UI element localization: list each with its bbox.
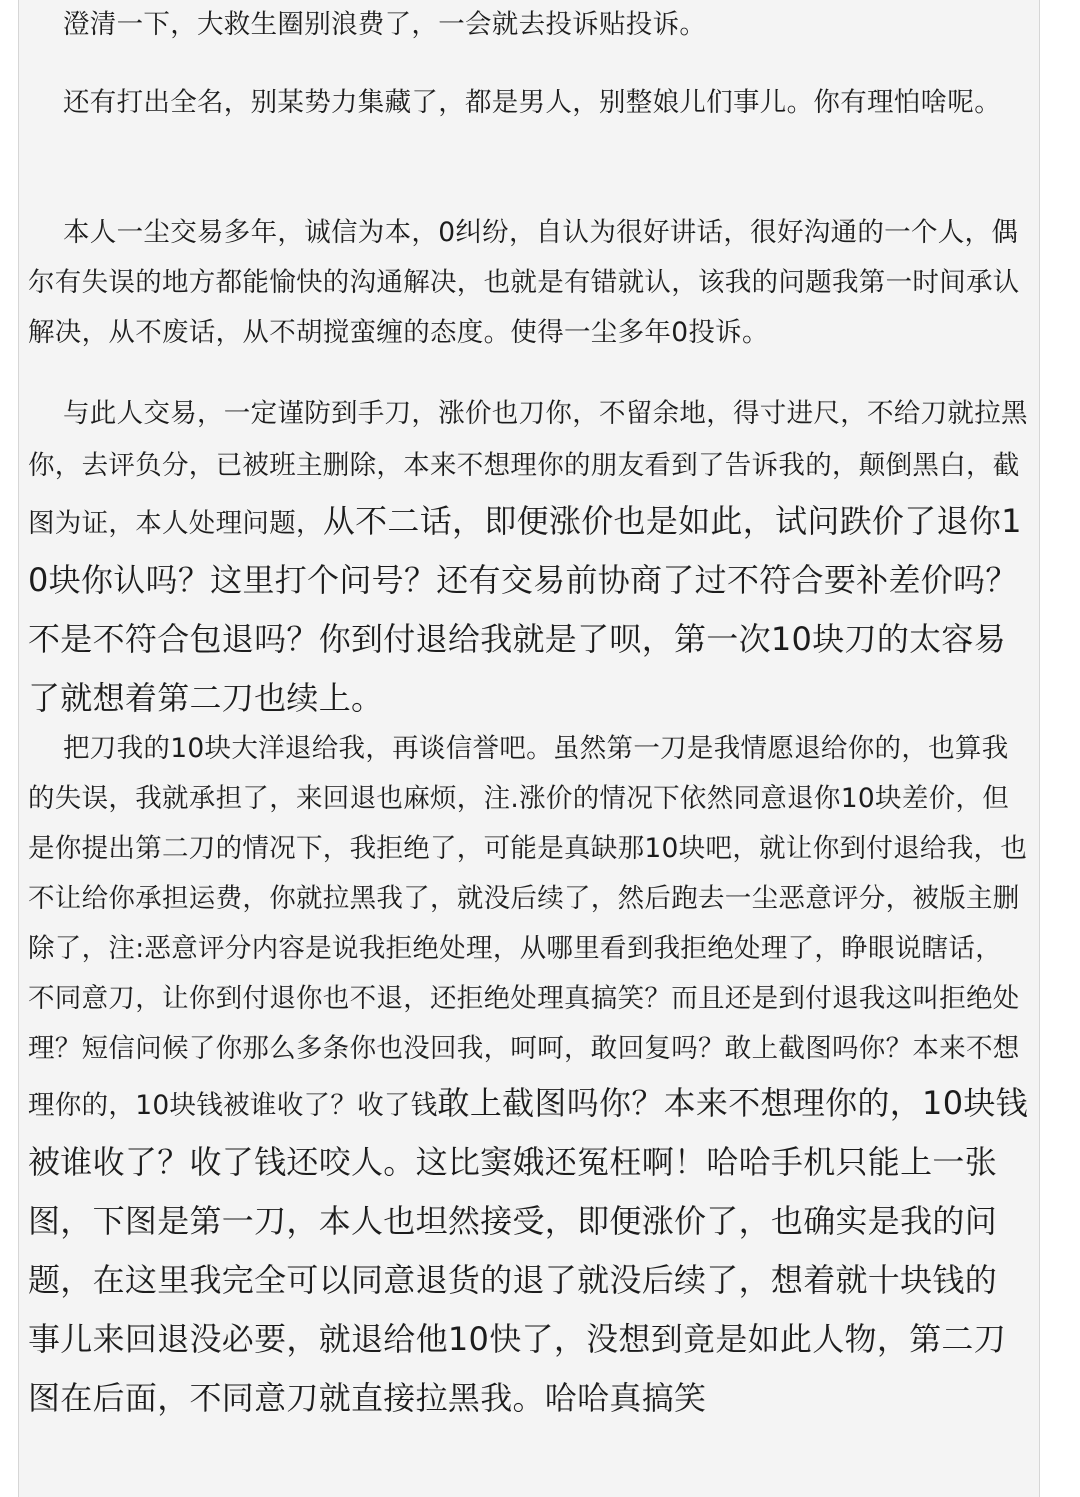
paragraph-clarification <box>28 0 1028 50</box>
paragraph-text: 还有打出全名，别某势力集藏了，都是男人，别整娘儿们事儿。你有理怕啥呢。 <box>63 87 1001 118</box>
paragraph-warning <box>28 388 1028 728</box>
paragraph-text-large: 从不二话，即便涨价也是如此，试问跌价了退你10块你认吗？这里打个问号？还有交易前协商了过不符合要补差价吗？不是不符合包退吗？你到付退给我就是了呗，第一次10块刀的太容易了就想着第二刀也续上。 <box>28 502 1022 717</box>
paragraph-full-name <box>28 78 1028 128</box>
post-body <box>18 0 1040 1497</box>
paragraph-text: 本人一尘交易多年，诚信为本，0纠纷，自认为很好讲话，很好沟通的一个人，偶尔有失误的地方都能愉快的沟通解决，也就是有错就认，该我的问题我第一时间承认解决，从不废话，从不胡搅蛮缠的态度。使得一尘多年0投诉。 <box>28 217 1020 348</box>
paragraph-self-introduction <box>28 208 1028 358</box>
paragraph-text: 澄清一下，大救生圈别浪费了，一会就去投诉贴投诉。 <box>63 9 707 40</box>
paragraph-text-large: 敢上截图吗你？本来不想理你的，10块钱被谁收了？收了钱还咬人。这比窦娥还冤枉啊！哈哈手机只能上一张图，下图是第一刀，本人也坦然接受，即便涨价了，也确实是我的问题，在这里我完全可以同意退货的退了就没后续了，想着就十块钱的事儿来回退没必要，就退给他10快了，没想到竟是如此人物，第二刀图在后面，不同意刀就直接拉黑我。哈哈真搞笑 <box>28 1084 1028 1417</box>
paragraph-refund-story <box>28 724 1028 1428</box>
paragraph-text-small: 把刀我的10块大洋退给我，再谈信誉吧。虽然第一刀是我情愿退给你的，也算我的失误，我就承担了，来回退也麻烦，注.涨价的情况下依然同意退你10块差价，但是你提出第二刀的情况下，我拒绝了，可能是真缺那10块吧，就让你到付退给我，也不让给你承担运费，你就拉黑我了，就没后续了，然后跑去一尘恶意评分，被版主删除了，注:恶意评分内容是说我拒绝处理，从哪里看到我拒绝处理了，睁眼说瞎话，不同意刀，让你到付退你也不退，还拒绝处理真搞笑？而且还是到付退我这叫拒绝处理？短信问候了你那么多条你也没回我，呵呵，敢回复吗？敢上截图吗你？本来不想理你的，10块钱被谁收了？收了钱 <box>28 733 1028 1121</box>
paragraph-text-small: 与此人交易，一定谨防到手刀，涨价也刀你，不留余地，得寸进尺，不给刀就拉黑你，去评负分，已被班主删除，本来不想理你的朋友看到了告诉我的，颠倒黑白，截图为证，本人处理问题， <box>28 398 1028 539</box>
